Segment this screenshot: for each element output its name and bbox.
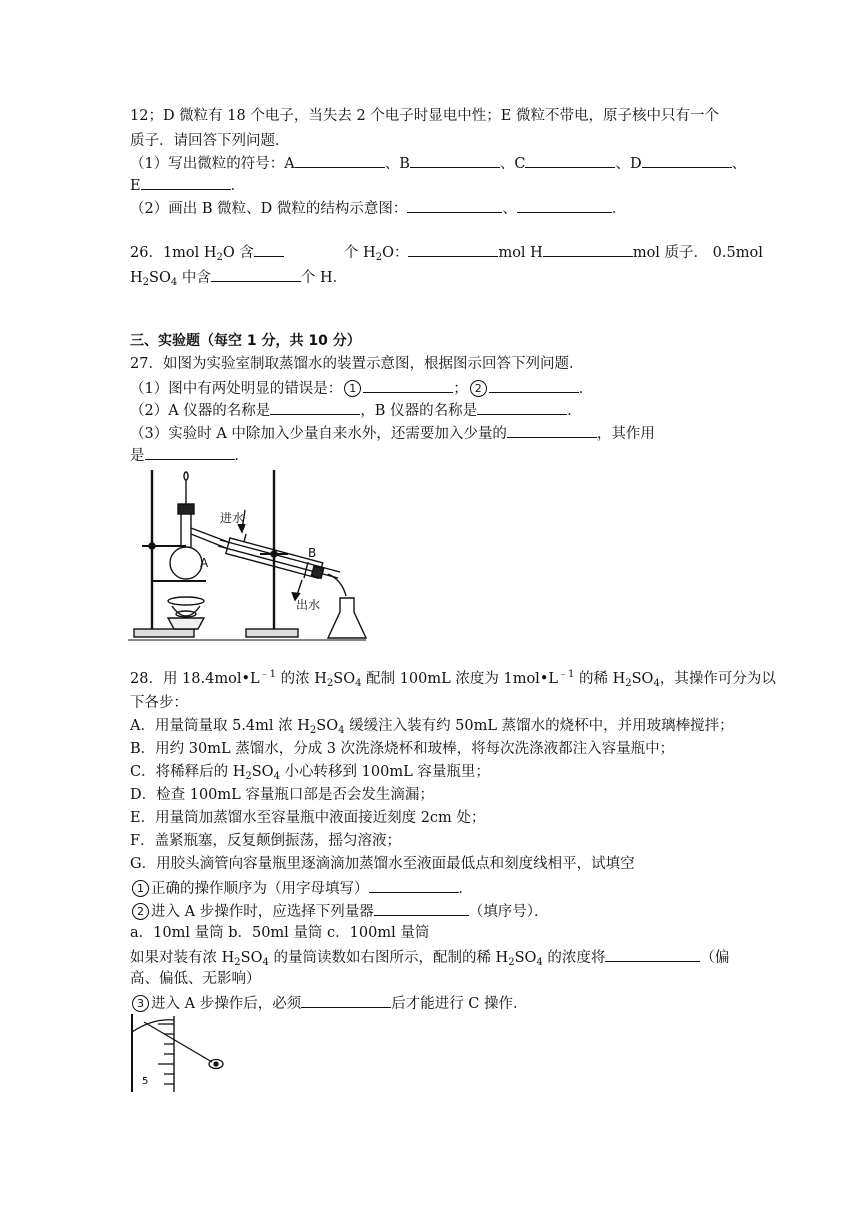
circled-number-1: 1 (344, 380, 361, 397)
q28-line2: 下各步： (130, 695, 188, 711)
q28-reading-line2: 高、偏低、无影响） (130, 971, 261, 987)
answer-blank-b[interactable] (410, 152, 500, 168)
answer-blank-e[interactable] (141, 174, 231, 190)
q28-step-g: G．用胶头滴管向容量瓶里逐滴滴加蒸馏水至液面最低点和刻度线相平，试填空 (130, 856, 635, 872)
answer-blank-27-5[interactable] (507, 422, 597, 438)
q28-step-a: A．用量筒量取 5.4ml 浓 $H_2SO_4$ 缓缓注入装有约 50mL 蒸馏水的烧杯中，并用玻璃棒搅拌； (130, 718, 734, 736)
q26-line1: 26．1mol $H_2O$ 含 个 $H_2O$： mol H mol 质子． 0.5mol (130, 241, 763, 263)
answer-blank-c[interactable] (525, 152, 615, 168)
answer-blank-d-structure[interactable] (517, 197, 612, 213)
q28-step-e: E．用量筒加蒸馏水至容量瓶中液面接近刻度 2cm 处； (130, 810, 486, 826)
q28-options: a．10ml 量筒 b．50ml 量筒 c．100ml 量筒 (130, 925, 430, 941)
answer-blank-28-4[interactable] (301, 992, 391, 1008)
q25-line1: 12；D 微粒有 18 个电子，当失去 2 个电子时显电中性；E 微粒不带电，原子核中只有一个 (130, 108, 719, 124)
q25-line5: （2）画出 B 微粒、D 微粒的结构示意图： 、 ． (130, 197, 626, 219)
cylinder-tick-label: 5 (142, 1076, 149, 1087)
answer-blank-26-1[interactable] (254, 241, 284, 257)
graduated-cylinder-reading-figure (128, 1012, 232, 1094)
q28-step-f: F．盖紧瓶塞，反复颠倒振荡，摇匀溶液； (130, 833, 402, 849)
answer-blank-26-2[interactable] (408, 241, 498, 257)
answer-blank-28-3[interactable] (605, 946, 700, 962)
answer-blank-26-3[interactable] (543, 241, 633, 257)
q26-line2: $H_2SO_4$ 中含 个 H． (130, 266, 347, 288)
q25-line4: E ． (130, 174, 245, 196)
answer-blank-27-4[interactable] (477, 399, 567, 415)
q28-step-d: D．检查 100mL 容量瓶口部是否会发生滴漏； (130, 787, 434, 803)
answer-blank-26-4[interactable] (211, 266, 301, 282)
answer-blank-b-structure[interactable] (407, 197, 502, 213)
q28-reading-line1: 如果对装有浓 $H_2SO_4$ 的量筒读数如右图所示，配制的稀 $H_2SO_4$ 的浓度将 （偏 (130, 946, 729, 968)
q28-step-b: B．用约 30mL 蒸馏水，分成 3 次洗涤烧杯和玻棒，将每次洗涤液都注入容量瓶中； (130, 741, 675, 757)
answer-blank-28-1[interactable] (369, 877, 459, 893)
answer-blank-28-2[interactable] (374, 900, 469, 916)
q28-line1: 28．用 $18.4mol•L^{﹣1}$ 的浓 $H_2SO_4$ 配制 100mL 浓度为 $1mol•L^{﹣1}$ 的稀 $H_2SO_4$，其操作可分为以 (130, 669, 776, 689)
q25-line2: 质子．请回答下列问题． (130, 133, 290, 149)
label-water-in: 进水 (220, 511, 245, 525)
answer-blank-27-1[interactable] (363, 377, 453, 393)
circled-number-3: 3 (132, 995, 149, 1012)
q28-sub3: 3 进入 A 步操作后，必须 后才能进行 C 操作． (130, 992, 528, 1014)
q28-sub2: 2 进入 A 步操作时，应选择下列量器 （填序号）． (130, 900, 548, 922)
answer-blank-d[interactable] (642, 152, 732, 168)
circled-number-2: 2 (132, 903, 149, 920)
label-b: B (308, 546, 317, 560)
q27-line4: （3）实验时 A 中除加入少量自来水外，还需要加入少量的 ，其作用 (130, 422, 655, 444)
answer-blank-27-2[interactable] (489, 377, 579, 393)
label-a: A (200, 556, 209, 570)
section-3-title: 三、实验题（每空 1 分，共 10 分） (130, 333, 361, 349)
circled-number-2: 2 (470, 380, 487, 397)
distillation-apparatus-figure (128, 466, 370, 644)
q28-sub1: 1 正确的操作顺序为（用字母填写） ． (130, 877, 473, 899)
q27-line3: （2）A 仪器的名称是 ，B 仪器的名称是 ． (130, 399, 582, 421)
q27-line2: （1）图中有两处明显的错误是： 1 ； 2 ． (130, 377, 593, 399)
answer-blank-a[interactable] (295, 152, 385, 168)
q25-line3: （1）写出微粒的符号：A 、B 、C 、D 、 (130, 152, 746, 174)
answer-blank-27-3[interactable] (270, 399, 360, 415)
q27-line5: 是 ． (130, 444, 249, 466)
q27-line1: 27．如图为实验室制取蒸馏水的装置示意图，根据图示回答下列问题． (130, 356, 584, 372)
answer-blank-27-6[interactable] (145, 444, 235, 460)
q28-step-c: C．将稀释后的 $H_2SO_4$ 小心转移到 100mL 容量瓶里； (130, 764, 490, 782)
circled-number-1: 1 (132, 880, 149, 897)
label-water-out: 出水 (296, 598, 321, 612)
